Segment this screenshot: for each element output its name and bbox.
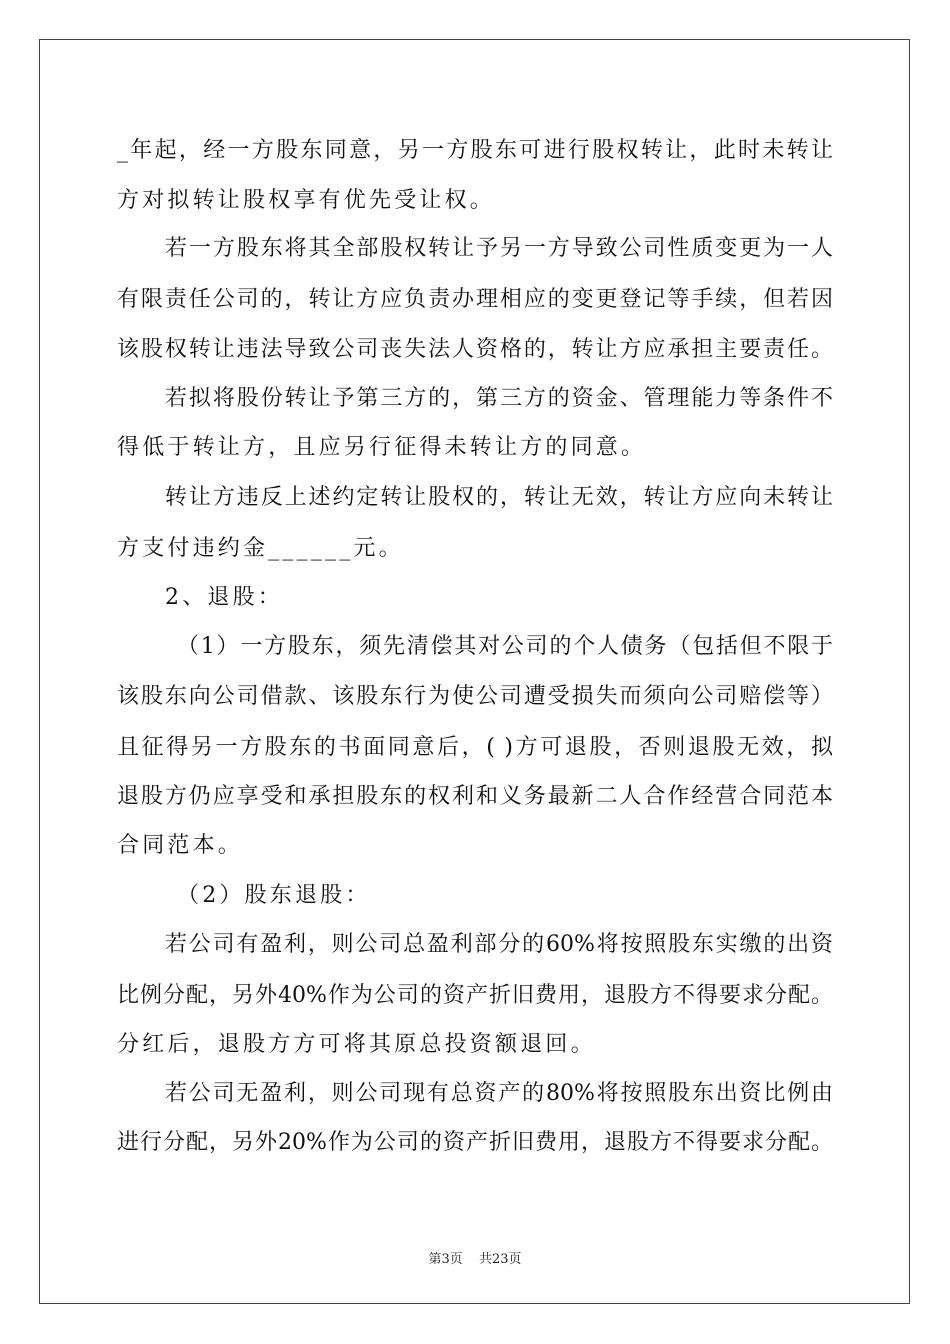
page-footer — [0, 1248, 950, 1267]
text-line: 若拟将股份转让予第三方的，第三方的资金、管理能力等条件不 — [165, 386, 833, 411]
text-line: 有限责任公司的，转让方应负责办理相应的变更登记等手续，但若因 — [117, 287, 833, 312]
text-line: 若一方股东将其全部股权转让予另一方导致公司性质变更为一人 — [165, 236, 833, 261]
page-border — [39, 39, 910, 1304]
text-line: 分红后，退股方方可将其原总投资额退回。 — [117, 1032, 596, 1057]
text-line: 退股方仍应享受和承担股东的权利和义务最新二人合作经营合同范本 — [117, 784, 833, 809]
page-total: 共23页 — [478, 1252, 522, 1267]
section-heading: 2、退股： — [165, 585, 283, 610]
text-line: 合同范本。 — [117, 833, 244, 858]
text-line: 进行分配，另外20%作为公司的资产折旧费用，退股方不得要求分配。 — [117, 1130, 833, 1155]
text-line: 且征得另一方股东的书面同意后，( )方可退股，否则退股无效，拟 — [117, 735, 833, 760]
text-line: 方对拟转让股权享有优先受让权。 — [117, 188, 496, 213]
text-line: 方支付违约金______元。 — [117, 536, 404, 561]
text-line: _年起，经一方股东同意，另一方股东可进行股权转让，此时未转让 — [117, 138, 833, 163]
text-line: （1）一方股东，须先清偿其对公司的个人债务（包括但不限于 — [177, 634, 833, 659]
text-line: 得低于转让方，且应另行征得未转让方的同意。 — [117, 435, 647, 460]
page-number: 第3页 — [428, 1252, 463, 1267]
text-line: 若公司无盈利，则公司现有总资产的80%将按照股东出资比例由 — [165, 1081, 833, 1106]
text-line: 该股东向公司借款、该股东行为使公司遭受损失而须向公司赔偿等） — [117, 684, 833, 709]
subsection-heading: （2）股东退股： — [177, 883, 371, 908]
text-line: 该股权转让违法导致公司丧失法人资格的，转让方应承担主要责任。 — [117, 337, 833, 362]
text-line: 转让方违反上述约定转让股权的，转让无效，转让方应向未转让 — [165, 485, 833, 510]
text-line: 比例分配，另外40%作为公司的资产折旧费用，退股方不得要求分配。 — [117, 983, 833, 1008]
text-line: 若公司有盈利，则公司总盈利部分的60%将按照股东实缴的出资 — [165, 932, 833, 957]
